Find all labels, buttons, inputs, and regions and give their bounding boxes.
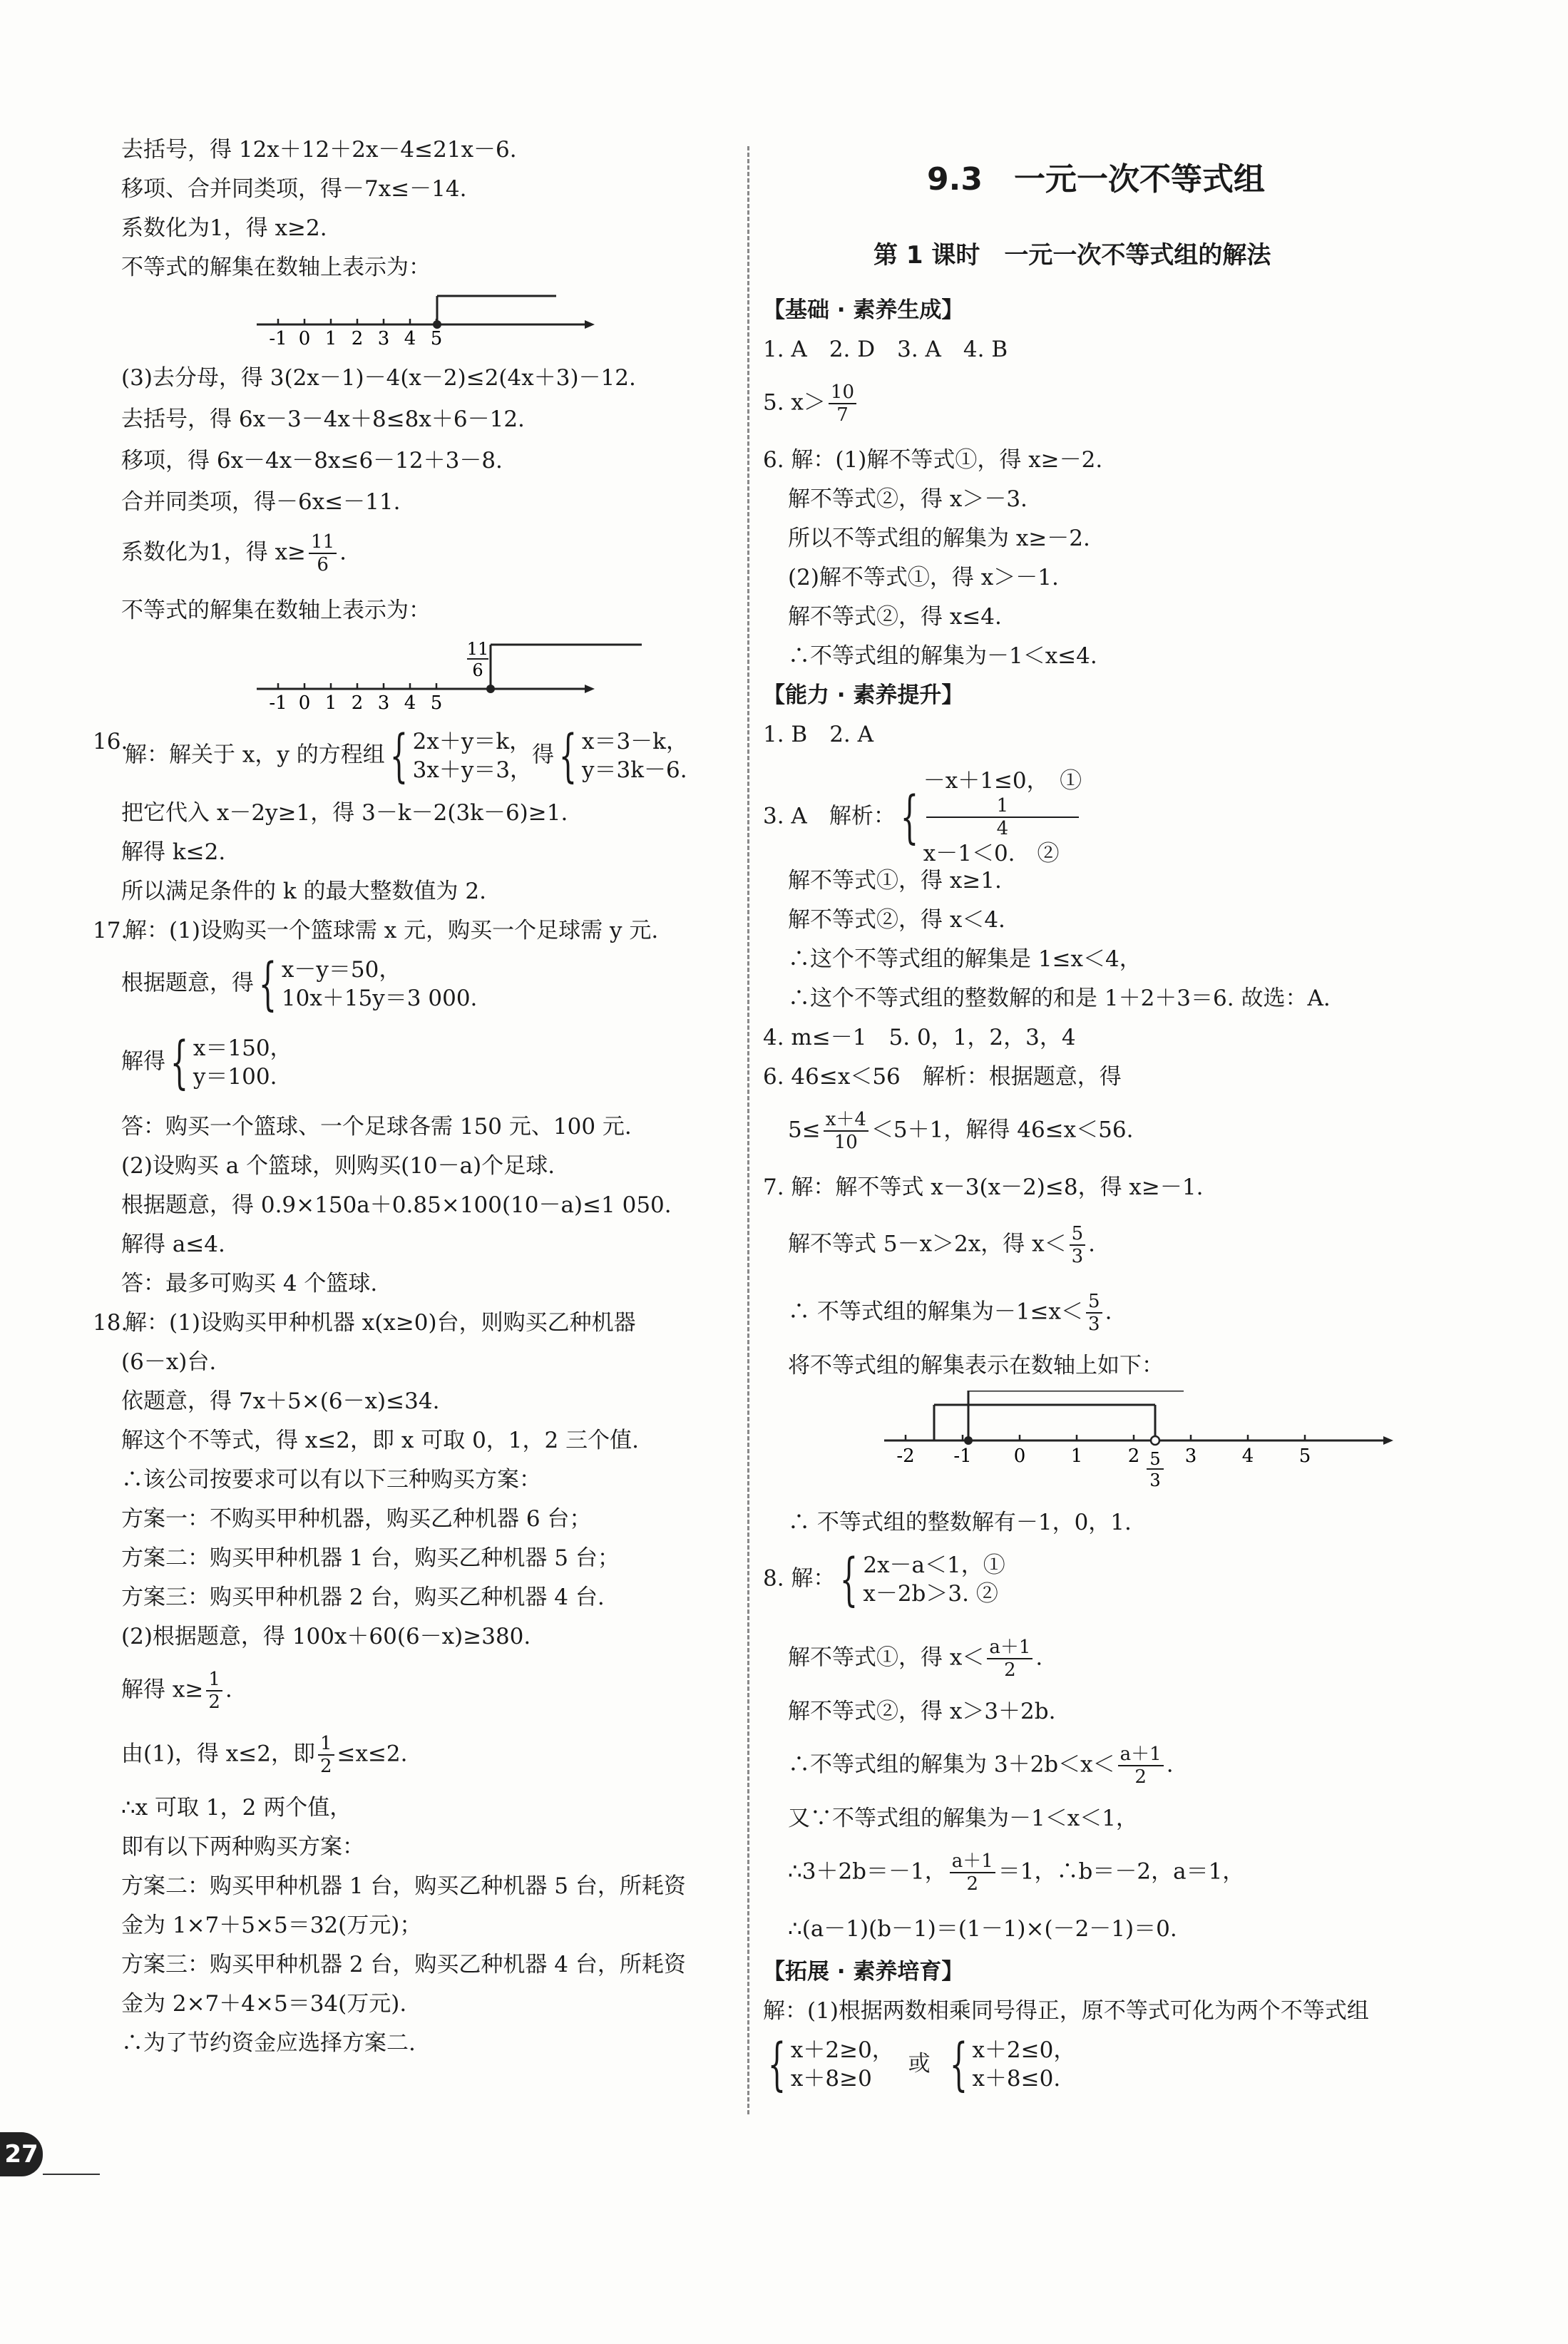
text-line: ∴(a－1)(b－1)＝(1－1)×(－2－1)＝0. [788,1916,1177,1942]
svg-text:6: 6 [472,660,483,680]
text-line: ∴3＋2b＝－1， $\frac{a+1}{2}$ ＝1，∴b＝－2，a＝1， [788,1851,1245,1895]
svg-text:5: 5 [1149,1449,1161,1469]
text-line: 解这个不等式，得 x≤2，即 x 可取 0，1，2 三个值. [121,1428,639,1453]
text-line: (2)设购买 a 个篮球，则购买(10－a)个足球. [121,1153,555,1179]
q18-number: 18. [93,1310,128,1336]
tick-label: 2 [351,692,364,713]
text-line: 5. x＞ $\frac{10}{7}$ [763,382,859,426]
text-line: 3. A 解析：{ －x＋1≤0， ① 1 4 x－1＜0. ② [763,768,1082,866]
tick-label: -1 [269,692,287,713]
tick-label: 0 [298,328,311,346]
text-line: 解得 x≥ $\frac{1}{2}$ . [121,1669,232,1713]
text-line: 方案三：购买甲种机器 2 台，购买乙种机器 4 台. [121,1585,605,1610]
tick-label: 1 [1070,1445,1083,1467]
text-line: ∴这个不等式组的整数解的和是 1＋2＋3＝6. 故选：A. [788,986,1331,1011]
text-line: 所以满足条件的 k 的最大整数值为 2. [121,879,486,904]
text-line: 把它代入 x－2y≥1，得 3－k－2(3k－6)≥1. [121,800,568,826]
text-line: 合并同类项，得－6x≤－11. [121,489,401,515]
text-line: 金为 2×7＋4×5＝34(万元). [121,1991,407,2017]
number-line-1 [257,289,685,346]
text-line: ∴x 可取 1，2 两个值， [121,1795,352,1821]
text-line: 方案三：购买甲种机器 2 台，购买乙种机器 4 台，所耗资 [121,1952,686,1977]
text-line: 解得{ x＝150， y＝100. [121,1029,292,1095]
tick-label: 3 [1184,1445,1197,1467]
text-line: 方案一：不购买甲种机器，购买乙种机器 6 台； [121,1506,592,1532]
text-line: 即有以下两种购买方案： [121,1834,364,1860]
text-line: 根据题意，得{ x－y＝50， 10x＋15y＝3 000. [121,951,478,1017]
text-line: 所以不等式组的解集为 x≥－2. [788,526,1090,551]
tick-label: 0 [1013,1445,1026,1467]
text-line: 1. B 2. A [763,722,874,747]
text-line: 不等式的解集在数轴上表示为： [121,598,431,623]
text-line: 金为 1×7＋5×5＝32(万元)； [121,1913,422,1938]
text-line: 根据题意，得 0.9×150a＋0.85×100(10－a)≤1 050. [121,1192,672,1218]
text-line: 1. A 2. D 3. A 4. B [763,337,1008,362]
text-line: 又∵不等式组的解集为－1＜x＜1， [788,1806,1138,1831]
lesson-subtitle: 第 1 课时 一元一次不等式组的解法 [873,241,1271,270]
text-line: ∴ 不等式组的解集为－1≤x＜ $\frac{5}{3}$ . [788,1291,1112,1335]
text-line: 解不等式②，得 x＜4. [788,907,1005,933]
text-line: (2)根据题意，得 100x＋60(6－x)≥380. [121,1624,531,1649]
text-line: 6. 46≤x＜56 解析：根据题意，得 [763,1064,1122,1090]
text-line: ∴ 不等式组的整数解有－1，0，1. [788,1510,1132,1535]
text-line: 方案二：购买甲种机器 1 台，购买乙种机器 5 台； [121,1545,620,1571]
text-line: (3)去分母，得 3(2x－1)－4(x－2)≤2(4x＋3)－12. [121,365,636,391]
q16-number: 16. [93,729,128,754]
page-number: 27 [0,2132,43,2176]
section-title: 9.3 一元一次不等式组 [927,161,1265,198]
footer-rule [43,2174,100,2175]
tick-label: 5 [1298,1445,1311,1467]
text-line: 由(1)，得 x≤2，即 $\frac{1}{2}$ ≤x≤2. [121,1733,408,1777]
tick-label: 2 [351,328,364,346]
tick-label: 2 [1127,1445,1140,1467]
tick-label: 1 [324,328,337,346]
text-line: 答：购买一个篮球、一个足球各需 150 元、100 元. [121,1114,632,1140]
tick-label: 3 [377,328,390,346]
text-line: 移项，得 6x－4x－8x≤6－12＋3－8. [121,448,503,474]
tick-label: 3 [377,692,390,713]
text-line: 7. 解：解不等式 x－3(x－2)≤8，得 x≥－1. [763,1174,1204,1200]
text-line: 4. m≤－1 5. 0，1，2，3，4 [763,1025,1076,1050]
text-line: 解得 k≤2. [121,839,226,865]
section-heading: 【拓展 · 素养培育】 [763,1959,964,1985]
text-line: ∴这个不等式组的解集是 1≤x＜4， [788,946,1142,972]
text-line: { x＋2≥0， x＋8≥0 或 { x＋2≤0， x＋8≤0. [767,2031,1076,2097]
svg-text:11: 11 [466,639,489,659]
q17-number: 17. [93,918,128,943]
text-line: 系数化为1，得 x≥2. [121,215,327,241]
text-line: ∴不等式组的解集为 3＋2b＜x＜ $\frac{a+1}{2}$ . [788,1744,1174,1788]
svg-text:3: 3 [1149,1470,1161,1490]
tick-label: -1 [953,1445,972,1467]
text-line: 5≤ $\frac{x+4}{10}$ ＜5＋1，解得 46≤x＜56. [788,1109,1134,1153]
text-line: 解：(1)根据两数相乘同号得正，原不等式可化为两个不等式组 [763,1998,1369,2024]
tick-label: 0 [298,692,311,713]
tick-label: -1 [269,328,287,346]
text-line: 解不等式②，得 x＞－3. [788,486,1028,512]
tick-label: 4 [1241,1445,1254,1467]
number-line-2 [257,635,685,713]
text-line: 依题意，得 7x＋5×(6－x)≤34. [121,1388,440,1414]
tick-label: 4 [404,328,416,346]
tick-label: 5 [430,692,443,713]
text-line: 解得 a≤4. [121,1232,225,1257]
text-line: 解不等式①，得 x≥1. [788,868,1002,894]
text-line: 方案二：购买甲种机器 1 台，购买乙种机器 5 台，所耗资 [121,1873,686,1899]
text-line: (6－x)台. [121,1349,217,1375]
text-line: (2)解不等式①，得 x＞－1. [788,565,1059,590]
text-line: 不等式的解集在数轴上表示为： [121,255,431,280]
text-line: 解不等式 5－x＞2x，得 x＜ $\frac{5}{3}$ . [788,1223,1096,1267]
text-line: 解不等式②，得 x≤4. [788,604,1002,630]
section-heading: 【基础 · 素养生成】 [763,297,964,323]
number-line-3 [884,1391,1412,1490]
section-heading: 【能力 · 素养提升】 [763,682,964,708]
text-line: 6. 解：(1)解不等式①，得 x≥－2. [763,447,1103,473]
text-line: 去括号，得 6x－3－4x＋8≤8x＋6－12. [121,406,525,432]
text-line: ∴该公司按要求可以有以下三种购买方案： [121,1467,541,1493]
text-line: 解：解关于 x，y 的方程组{ 2x＋y＝k， 3x＋y＝3， 得{ x＝3－k， y＝3k－6. [125,722,688,789]
text-line: ∴不等式组的解集为－1＜x≤4. [788,643,1097,669]
text-line: 答：最多可购买 4 个篮球. [121,1271,378,1296]
text-line: 系数化为1，得 x≥ $\frac{11}{6}$ . [121,531,347,575]
tick-label: 1 [324,692,337,713]
text-line: 移项、合并同类项，得－7x≤－14. [121,176,467,202]
text-line: 解：(1)设购买甲种机器 x(x≥0)台，则购买乙种机器 [125,1310,636,1336]
tick-label: -2 [896,1445,915,1467]
text-line: 8. 解：{ 2x－a＜1，① x－2b＞3. ② [763,1546,1005,1612]
tick-label: 4 [404,692,416,713]
column-divider [747,146,749,2114]
text-line: 解不等式②，得 x＞3＋2b. [788,1699,1056,1724]
text-line: 去括号，得 12x＋12＋2x－4≤21x－6. [121,137,517,163]
text-line: 将不等式组的解集表示在数轴上如下： [788,1353,1164,1378]
text-line: ∴为了节约资金应选择方案二. [121,2030,416,2056]
text-line: 解：(1)设购买一个篮球需 x 元，购买一个足球需 y 元. [125,918,659,943]
tick-label: 5 [430,328,443,346]
text-line: 解不等式①，得 x＜ $\frac{a+1}{2}$ . [788,1637,1043,1681]
